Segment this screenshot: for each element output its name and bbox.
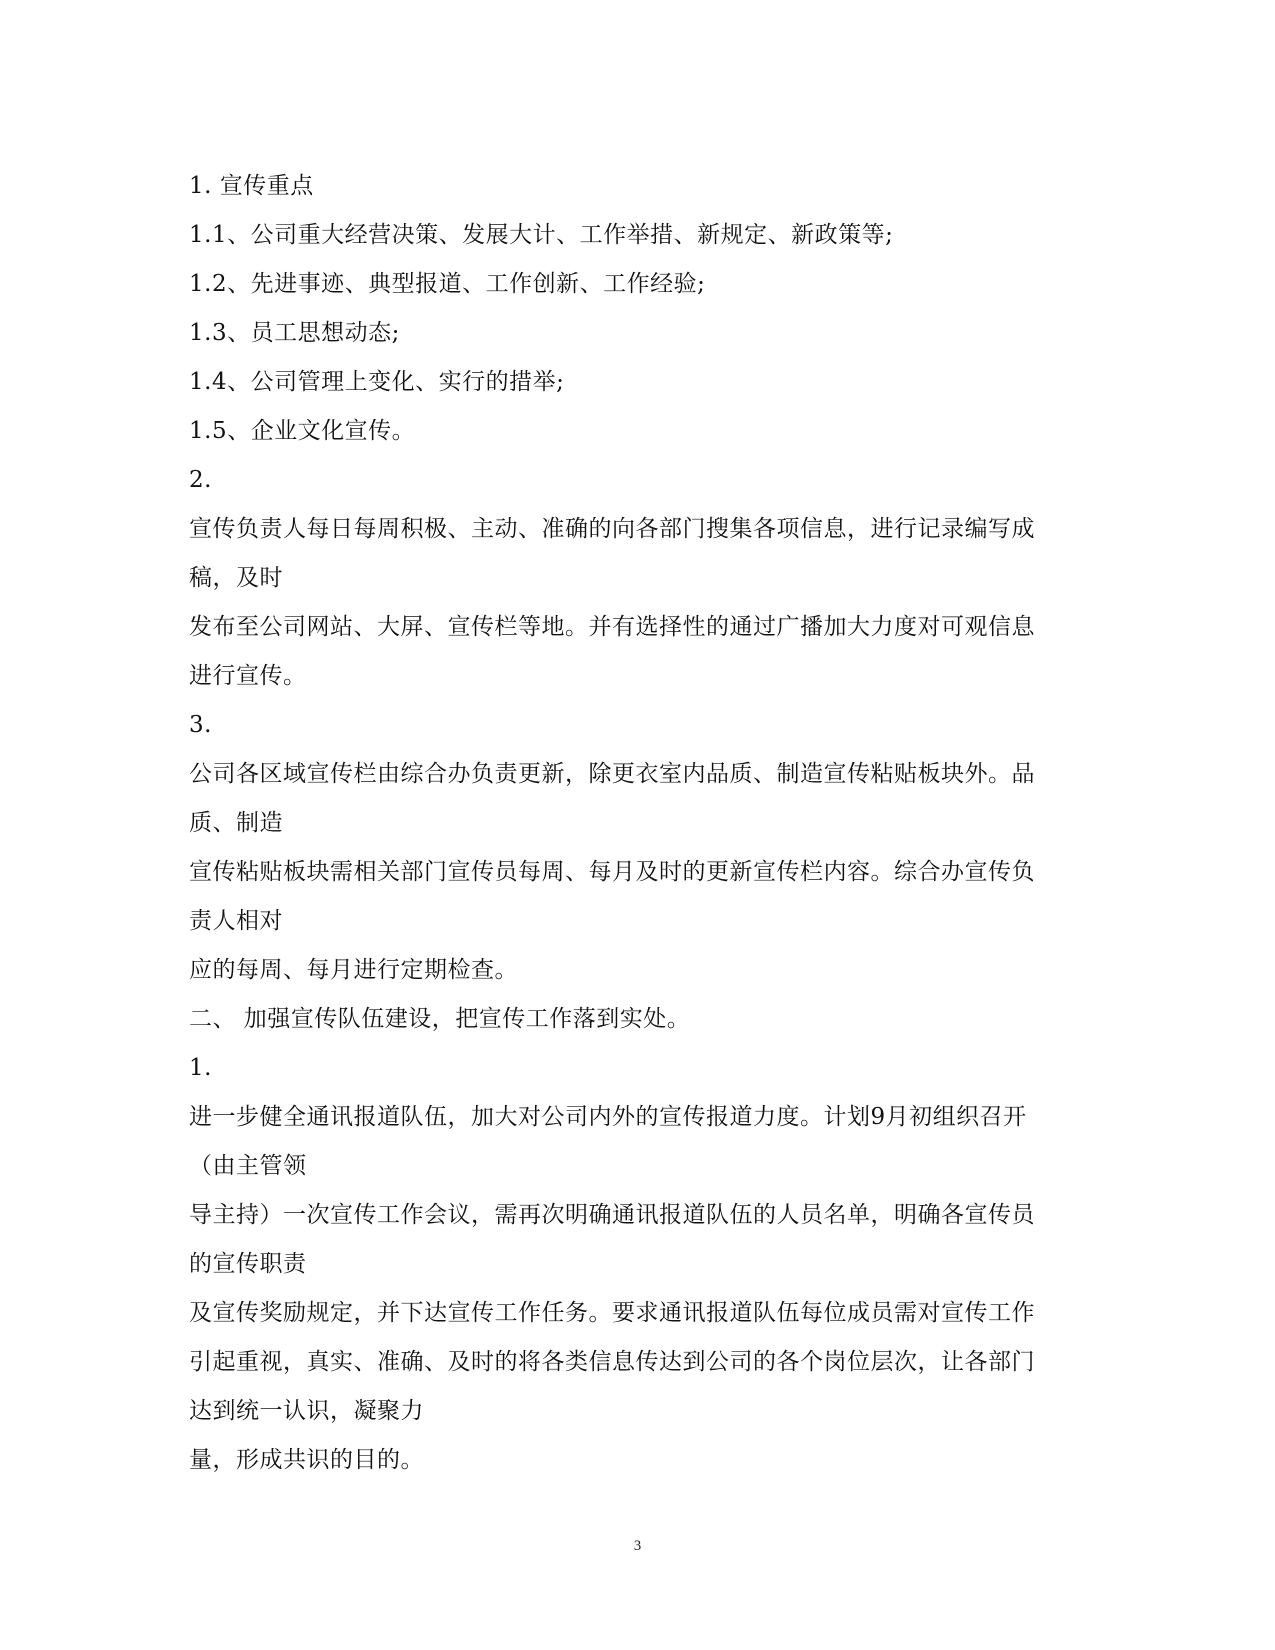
section-number-3: 3. [189, 712, 212, 738]
paragraph-line: 的宣传职责 [189, 1251, 307, 1277]
list-item-1-4: 1.4、公司管理上变化、实行的措举; [189, 369, 565, 395]
paragraph-line: 发布至公司网站、大屏、宣传栏等地。并有选择性的通过广播加大力度对可观信息 [189, 614, 1035, 640]
paragraph-line: 公司各区域宣传栏由综合办负责更新，除更衣室内品质、制造宣传粘贴板块外。品 [189, 761, 1035, 787]
list-item-1-3: 1.3、员工思想动态; [189, 320, 400, 346]
paragraph-line: 引起重视，真实、准确、及时的将各类信息传达到公司的各个岗位层次，让各部门 [189, 1349, 1035, 1375]
paragraph-line: 进行宣传。 [189, 663, 307, 689]
paragraph-line: 稿，及时 [189, 565, 283, 591]
heading-publicity-focus: 1. 宣传重点 [189, 173, 314, 199]
paragraph-line: （由主管领 [189, 1153, 307, 1179]
list-item-1-2: 1.2、先进事迹、典型报道、工作创新、工作经验; [189, 271, 706, 297]
list-item-1-1: 1.1、公司重大经营决策、发展大计、工作举措、新规定、新政策等; [189, 222, 894, 248]
paragraph-line: 达到统一认识，凝聚力 [189, 1398, 424, 1424]
section-number-2: 2. [189, 467, 212, 493]
paragraph-line: 责人相对 [189, 908, 283, 934]
paragraph-line: 宣传粘贴板块需相关部门宣传员每周、每月及时的更新宣传栏内容。综合办宣传负 [189, 859, 1035, 885]
section-number-1: 1. [189, 1055, 212, 1081]
document-body [189, 162, 1089, 1485]
paragraph-line: 宣传负责人每日每周积极、主动、准确的向各部门搜集各项信息，进行记录编写成 [189, 516, 1035, 542]
paragraph-line: 进一步健全通讯报道队伍，加大对公司内外的宣传报道力度。计划9月初组织召开 [189, 1104, 1027, 1130]
paragraph-line: 及宣传奖励规定，并下达宣传工作任务。要求通讯报道队伍每位成员需对宣传工作 [189, 1300, 1035, 1326]
paragraph-line: 导主持）一次宣传工作会议，需再次明确通讯报道队伍的人员名单，明确各宣传员 [189, 1202, 1035, 1228]
paragraph-line: 应的每周、每月进行定期检查。 [189, 957, 518, 983]
page-number: 3 [633, 1538, 642, 1554]
paragraph-line: 量，形成共识的目的。 [189, 1447, 424, 1473]
list-item-1-5: 1.5、企业文化宣传。 [189, 418, 416, 444]
paragraph-line: 质、制造 [189, 810, 283, 836]
heading-team-building: 二、 加强宣传队伍建设，把宣传工作落到实处。 [189, 1006, 691, 1032]
